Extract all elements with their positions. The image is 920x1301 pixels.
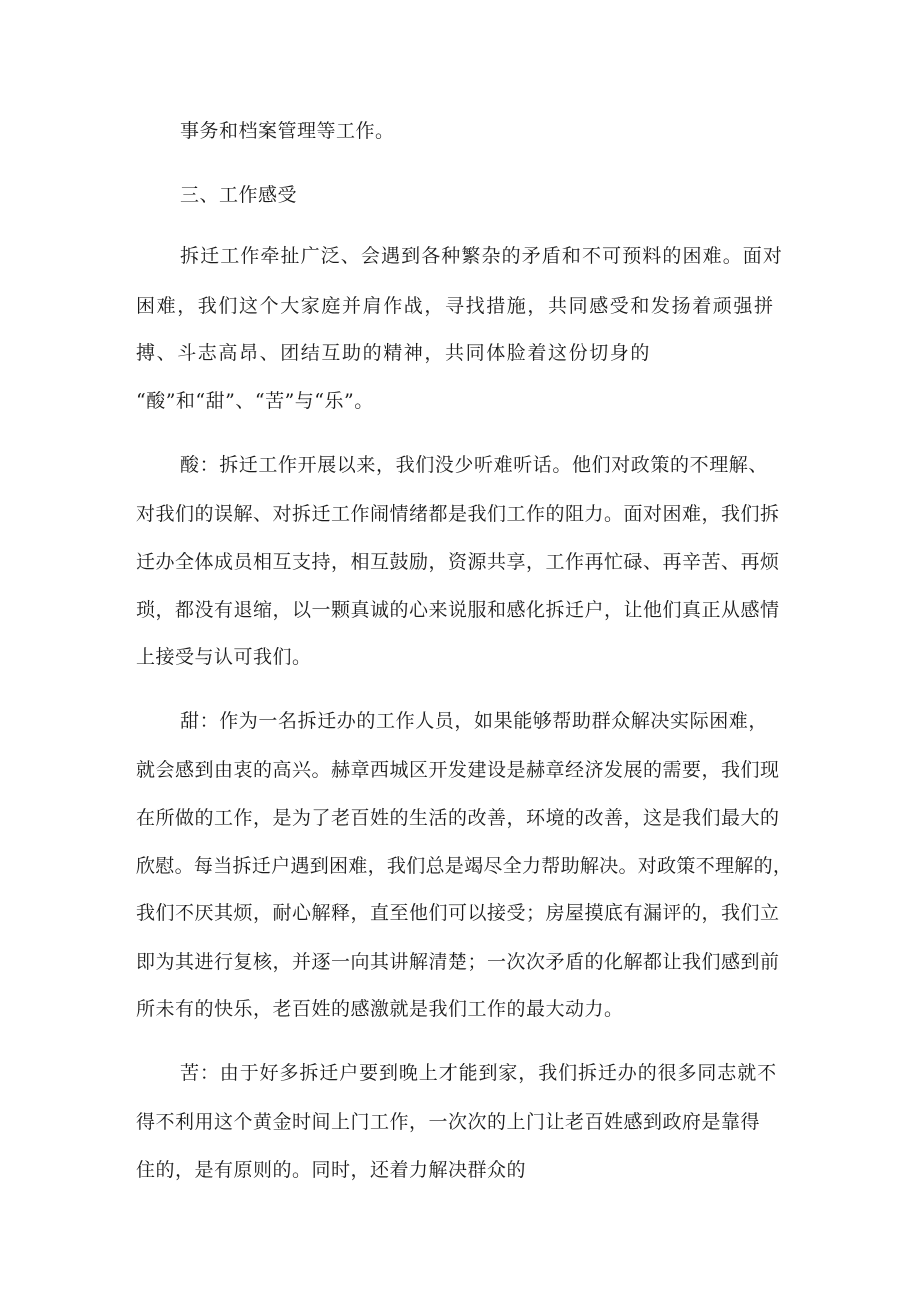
intro-line: 困难，我们这个大家庭并肩作战，寻找措施，共同感受和发扬着顽强拼: [136, 295, 775, 317]
intro-line: 搏、斗志高昂、团结互助的精神，共同体脸着这份切身的: [136, 342, 652, 364]
section-heading: 三、工作感受: [180, 184, 298, 206]
sour-line: 迁办全体成员相互支持，相互鼓励，资源共享，工作再忙碌、再辛苦、再烦: [136, 551, 780, 573]
sweet-line: 我们不厌其烦，耐心解释，直至他们可以接受；房屋摸底有漏评的，我们立: [136, 902, 780, 924]
intro-line: “酸”和“甜”、“苦”与“乐”。: [136, 390, 374, 412]
sweet-line: 欣慰。每当拆迁户遇到困难，我们总是竭尽全力帮助解决。对政策不理解的，: [136, 855, 793, 877]
sour-line: 琐，都没有退缩，以一颗真诚的心来说服和感化拆迁户，让他们真正从感情: [136, 599, 780, 621]
sweet-line: 即为其进行复核，并逐一向其讲解清楚；一次次矛盾的化解都让我们感到前: [136, 951, 780, 973]
sweet-line: 在所做的工作，是为了老百姓的生活的改善，环境的改善，这是我们最大的: [136, 807, 780, 829]
sweet-line: 就会感到由衷的高兴。赫章西城区开发建设是赫章经济发展的需要，我们现: [136, 759, 780, 781]
sweet-line: 所未有的快乐，老百姓的感激就是我们工作的最大动力。: [136, 998, 624, 1020]
sour-line: 上接受与认可我们。: [136, 646, 312, 668]
sour-line: 酸：拆迁工作开展以来，我们没少听难听话。他们对政策的不理解、: [180, 454, 769, 476]
intro-line: 拆迁工作牵扯广泛、会遇到各种繁杂的矛盾和不可预料的困难。面对: [180, 245, 784, 267]
continuation-line: 事务和档案管理等工作。: [180, 120, 395, 142]
bitter-line: 得不利用这个黄金时间上门工作，一次次的上门让老百姓感到政府是靠得: [136, 1111, 761, 1133]
sour-line: 对我们的误解、对拆迁工作闹情绪都是我们工作的阻力。面对困难，我们拆: [136, 503, 780, 525]
bitter-line: 住的，是有原则的。同时，还着力解决群众的: [136, 1159, 527, 1181]
sweet-line: 甜：作为一名拆迁办的工作人员，如果能够帮助群众解决实际困难，: [180, 710, 769, 732]
bitter-line: 苦：由于好多拆迁户要到晚上才能到家，我们拆迁办的很多同志就不: [180, 1062, 778, 1084]
